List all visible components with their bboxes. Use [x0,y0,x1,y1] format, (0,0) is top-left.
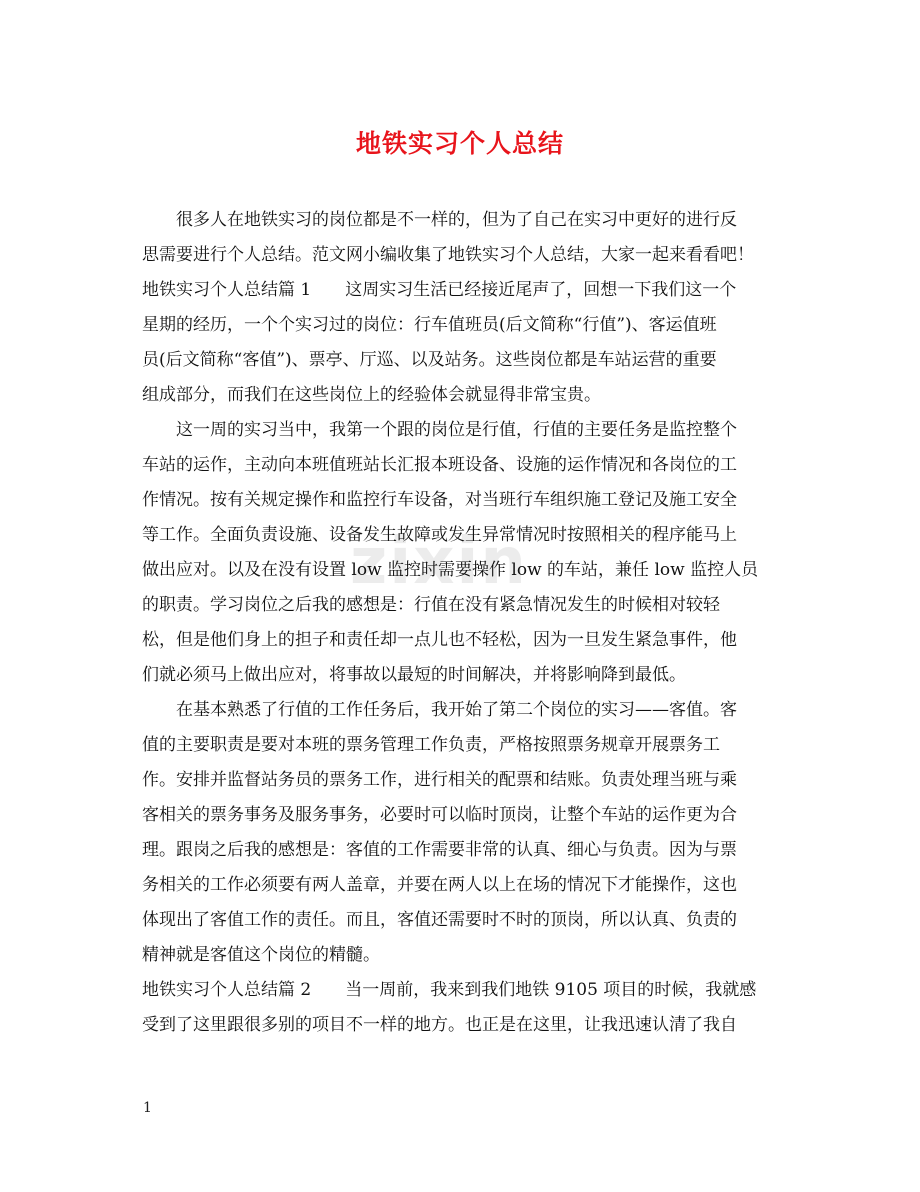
body-line: 作情况。按有关规定操作和监控行车设备，对当班行车组织施工登记及施工安全 [142,490,737,510]
watermark: zixin [350,525,528,599]
body-line: 的职责。学习岗位之后我的感想是：行值在没有紧急情况发生的时候相对较轻 [142,595,720,615]
page-number: 1 [143,1100,152,1116]
body-line: 很多人在地铁实习的岗位都是不一样的，但为了自己在实习中更好的进行反 [142,210,737,230]
body-line: 等工作。全面负责设施、设备发生故障或发生异常情况时按照相关的程序能马上 [142,525,737,545]
body-line: 值的主要职责是要对本班的票务管理工作负责，严格按照票务规章开展票务工 [142,735,720,755]
document-title: 地铁实习个人总结 [355,129,564,158]
body-line: 做出应对。以及在没有设置 low 监控时需要操作 low 的车站，兼任 low 监控人员 [142,560,759,580]
body-line: 松，但是他们身上的担子和责任却一点儿也不轻松，因为一旦发生紧急事件，他 [142,630,737,650]
body-line: 客相关的票务事务及服务事务，必要时可以临时顶岗，让整个车站的运作更为合 [142,805,737,825]
body-line: 组成部分，而我们在这些岗位上的经验体会就显得非常宝贵。 [142,385,601,405]
body-line: 思需要进行个人总结。范文网小编收集了地铁实习个人总结，大家一起来看看吧！ [142,245,754,265]
body-line: 理。跟岗之后我的感想是：客值的工作需要非常的认真、细心与负责。因为与票 [142,840,737,860]
body-line: 作。安排并监督站务员的票务工作，进行相关的配票和结账。负责处理当班与乘 [142,770,737,790]
body-line: 务相关的工作必须要有两人盖章，并要在两人以上在场的情况下才能操作，这也 [142,875,737,895]
body-line: 车站的运作，主动向本班值班站长汇报本班设备、设施的运作情况和各岗位的工 [142,455,737,475]
body-line: 们就必须马上做出应对，将事故以最短的时间解决，并将影响降到最低。 [142,665,686,685]
body-line: 这一周的实习当中，我第一个跟的岗位是行值，行值的主要任务是监控整个 [142,420,737,440]
body-line: 地铁实习个人总结篇 1 这周实习生活已经接近尾声了，回想一下我们这一个 [142,280,737,300]
body-line: 精神就是客值这个岗位的精髓。 [142,945,380,965]
body-line: 地铁实习个人总结篇 2 当一周前，我来到我们地铁 9105 项目的时候，我就感 [142,980,757,1000]
body-line: 受到了这里跟很多别的项目不一样的地方。也正是在这里，让我迅速认清了我自 [142,1015,737,1035]
body-line: 在基本熟悉了行值的工作任务后，我开始了第二个岗位的实习——客值。客 [142,700,737,720]
body-line: 员(后文简称“客值”)、票亭、厅巡、以及站务。这些岗位都是车站运营的重要 [142,350,717,370]
body-line: 星期的经历，一个个实习过的岗位：行车值班员(后文简称“行值”)、客运值班 [142,315,717,335]
body-line: 体现出了客值工作的责任。而且，客值还需要时不时的顶岗，所以认真、负责的 [142,910,737,930]
